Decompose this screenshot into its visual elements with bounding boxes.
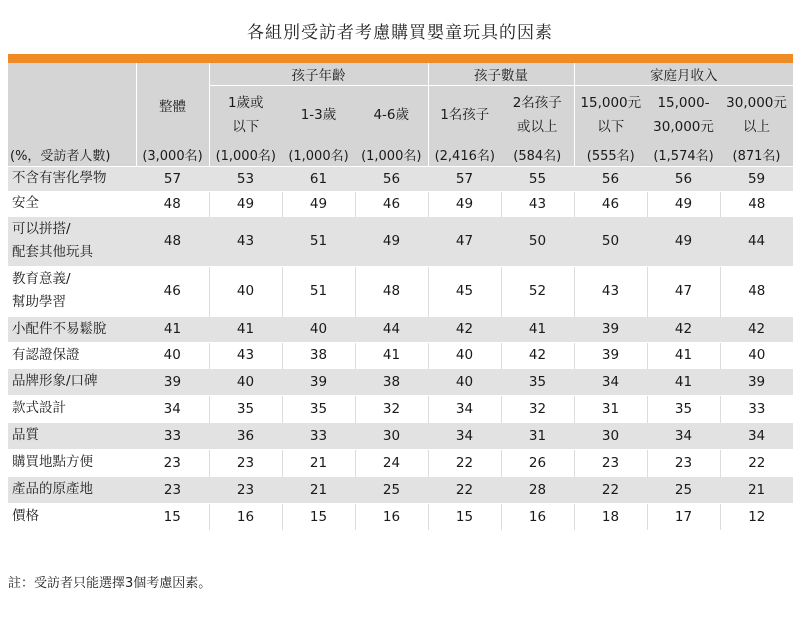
header-income-2 [647, 86, 720, 144]
header-income-1-line1: 15,000元 [580, 94, 642, 111]
value-cell: 46 [136, 266, 209, 316]
value-cell: 28 [501, 476, 574, 503]
value-cell: 49 [428, 191, 501, 216]
value-cell: 23 [209, 476, 282, 503]
value-cell: 22 [720, 449, 793, 476]
value-cell: 53 [209, 166, 282, 191]
value-cell: 48 [136, 216, 209, 266]
row-label-text: 品質 [12, 427, 39, 443]
value-cell: 41 [501, 316, 574, 342]
accent-bar [8, 54, 793, 63]
value-cell: 38 [355, 368, 428, 395]
row-label-line: 教育意義/ [12, 271, 71, 287]
value-cell: 51 [282, 266, 355, 316]
header-income-3-line2: 以上 [743, 118, 771, 135]
table-row [8, 266, 793, 316]
row-label [8, 368, 136, 395]
header-income-1 [574, 86, 647, 144]
value-cell: 57 [136, 166, 209, 191]
value-cell: 42 [428, 316, 501, 342]
value-cell: 25 [647, 476, 720, 503]
value-cell: 22 [428, 476, 501, 503]
row-label [8, 342, 136, 368]
header-count-cell: (1,574名) [647, 144, 720, 167]
value-cell: 32 [501, 395, 574, 422]
header-income-2-line1: 15,000- [657, 94, 710, 111]
header-count-cell: (871名) [720, 144, 793, 167]
table-row [8, 476, 793, 503]
value-cell: 23 [136, 449, 209, 476]
row-label-line: 幫助學習 [12, 294, 66, 310]
value-cell: 32 [355, 395, 428, 422]
value-cell: 40 [720, 342, 793, 368]
value-cell: 47 [647, 266, 720, 316]
value-cell: 40 [428, 342, 501, 368]
value-cell: 23 [574, 449, 647, 476]
value-cell: 40 [428, 368, 501, 395]
value-cell: 40 [209, 266, 282, 316]
value-cell: 39 [574, 316, 647, 342]
header-group-count: 孩子數量 [428, 63, 574, 86]
value-cell: 31 [574, 395, 647, 422]
value-cell: 34 [136, 395, 209, 422]
row-label-line: 可以拼搭/ [12, 221, 71, 237]
value-cell: 41 [355, 342, 428, 368]
row-label-text: 購買地點方便 [12, 454, 93, 470]
row-label [8, 216, 136, 266]
row-label [8, 422, 136, 449]
value-cell: 41 [647, 342, 720, 368]
row-label-line: 配套其他玩具 [12, 244, 93, 260]
table-body [8, 166, 793, 530]
header-count-2-line2: 或以上 [517, 118, 558, 135]
value-cell: 26 [501, 449, 574, 476]
value-cell: 15 [136, 503, 209, 530]
value-cell: 33 [720, 395, 793, 422]
value-cell: 42 [501, 342, 574, 368]
value-cell: 39 [282, 368, 355, 395]
value-cell: 48 [720, 191, 793, 216]
header-income-3-line1: 30,000元 [726, 94, 787, 111]
header-count-2 [501, 86, 574, 144]
header-group-income: 家庭月收入 [574, 63, 793, 86]
value-cell: 56 [647, 166, 720, 191]
value-cell: 48 [355, 266, 428, 316]
value-cell: 43 [209, 342, 282, 368]
header-age-2: 1-3歲 [282, 86, 355, 144]
value-cell: 33 [282, 422, 355, 449]
value-cell: 39 [136, 368, 209, 395]
value-cell: 42 [647, 316, 720, 342]
value-cell: 41 [209, 316, 282, 342]
header-income-2-line2: 30,000元 [653, 118, 714, 135]
table-row [8, 342, 793, 368]
value-cell: 16 [501, 503, 574, 530]
value-cell: 34 [428, 395, 501, 422]
row-label [8, 266, 136, 316]
header-age-1-line2: 以下 [232, 118, 260, 135]
header-count-cell: (3,000名) [136, 144, 209, 167]
header-age-3: 4-6歲 [355, 86, 428, 144]
value-cell: 57 [428, 166, 501, 191]
row-label-text: 產品的原產地 [12, 481, 93, 497]
table-row [8, 368, 793, 395]
value-cell: 16 [355, 503, 428, 530]
value-cell: 12 [720, 503, 793, 530]
row-label [8, 449, 136, 476]
row-label [8, 166, 136, 191]
table-row [8, 503, 793, 530]
value-cell: 22 [428, 449, 501, 476]
value-cell: 40 [209, 368, 282, 395]
value-cell: 49 [647, 216, 720, 266]
factors-table [8, 63, 793, 530]
row-label-text: 品牌形象/口碑 [12, 373, 98, 389]
header-overall: 整體 [136, 63, 209, 144]
value-cell: 50 [501, 216, 574, 266]
value-cell: 40 [136, 342, 209, 368]
header-age-1-line1: 1歲或 [227, 94, 264, 111]
footnote: 註：受訪者只能選擇3個考慮因素。 [8, 576, 212, 591]
header-count-cell: (2,416名) [428, 144, 501, 167]
value-cell: 41 [647, 368, 720, 395]
value-cell: 35 [501, 368, 574, 395]
table-row [8, 316, 793, 342]
table-row [8, 166, 793, 191]
row-label-text: 價格 [12, 508, 39, 525]
value-cell: 25 [355, 476, 428, 503]
header-count-2-line1: 2名孩子 [512, 94, 562, 111]
row-label-text: 款式設計 [12, 400, 66, 416]
value-cell: 52 [501, 266, 574, 316]
row-label [8, 191, 136, 216]
row-label-text: 小配件不易鬆脫 [12, 320, 107, 337]
value-cell: 23 [136, 476, 209, 503]
value-cell: 49 [209, 191, 282, 216]
value-cell: 50 [574, 216, 647, 266]
value-cell: 16 [209, 503, 282, 530]
row-label [8, 395, 136, 422]
value-cell: 22 [574, 476, 647, 503]
row-label-text: 有認證保證 [12, 346, 80, 363]
header-income-3 [720, 86, 793, 144]
value-cell: 49 [355, 216, 428, 266]
value-cell: 59 [720, 166, 793, 191]
value-cell: 30 [574, 422, 647, 449]
value-cell: 15 [282, 503, 355, 530]
value-cell: 35 [209, 395, 282, 422]
value-cell: 55 [501, 166, 574, 191]
header-count-cell: (555名) [574, 144, 647, 167]
value-cell: 44 [355, 316, 428, 342]
value-cell: 61 [282, 166, 355, 191]
value-cell: 35 [282, 395, 355, 422]
value-cell: 34 [647, 422, 720, 449]
header-count-cell: (1,000名) [355, 144, 428, 167]
value-cell: 43 [209, 216, 282, 266]
header-count-cell: (1,000名) [282, 144, 355, 167]
table-row [8, 216, 793, 266]
value-cell: 18 [574, 503, 647, 530]
row-label [8, 476, 136, 503]
value-cell: 33 [136, 422, 209, 449]
value-cell: 24 [355, 449, 428, 476]
value-cell: 21 [282, 476, 355, 503]
table-row [8, 191, 793, 216]
value-cell: 15 [428, 503, 501, 530]
row-label [8, 503, 136, 530]
header-respondents-label: (%，受訪者人數) [8, 144, 136, 167]
header-group-age: 孩子年齡 [209, 63, 428, 86]
value-cell: 23 [647, 449, 720, 476]
header-count-cell: (584名) [501, 144, 574, 167]
table-header [8, 63, 793, 166]
value-cell: 49 [282, 191, 355, 216]
value-cell: 21 [720, 476, 793, 503]
header-income-1-line2: 以下 [597, 118, 625, 135]
value-cell: 31 [501, 422, 574, 449]
table-row [8, 395, 793, 422]
value-cell: 46 [355, 191, 428, 216]
value-cell: 34 [720, 422, 793, 449]
header-count-cell: (1,000名) [209, 144, 282, 167]
value-cell: 34 [574, 368, 647, 395]
header-corner [8, 63, 136, 144]
value-cell: 36 [209, 422, 282, 449]
value-cell: 43 [574, 266, 647, 316]
value-cell: 40 [282, 316, 355, 342]
value-cell: 48 [720, 266, 793, 316]
value-cell: 38 [282, 342, 355, 368]
value-cell: 17 [647, 503, 720, 530]
value-cell: 46 [574, 191, 647, 216]
value-cell: 47 [428, 216, 501, 266]
value-cell: 43 [501, 191, 574, 216]
value-cell: 51 [282, 216, 355, 266]
row-label-text: 不含有害化學物 [12, 170, 107, 186]
value-cell: 35 [647, 395, 720, 422]
value-cell: 30 [355, 422, 428, 449]
header-age-1 [209, 86, 282, 144]
table-row [8, 449, 793, 476]
value-cell: 42 [720, 316, 793, 342]
value-cell: 41 [136, 316, 209, 342]
table-row [8, 422, 793, 449]
value-cell: 21 [282, 449, 355, 476]
value-cell: 49 [647, 191, 720, 216]
value-cell: 56 [574, 166, 647, 191]
value-cell: 34 [428, 422, 501, 449]
value-cell: 45 [428, 266, 501, 316]
header-count-1: 1名孩子 [428, 86, 501, 144]
page-title: 各組別受訪者考慮購買嬰童玩具的因素 [247, 23, 553, 43]
value-cell: 23 [209, 449, 282, 476]
value-cell: 39 [574, 342, 647, 368]
row-label [8, 316, 136, 342]
value-cell: 39 [720, 368, 793, 395]
row-label-text: 安全 [12, 195, 39, 211]
value-cell: 48 [136, 191, 209, 216]
value-cell: 44 [720, 216, 793, 266]
value-cell: 56 [355, 166, 428, 191]
